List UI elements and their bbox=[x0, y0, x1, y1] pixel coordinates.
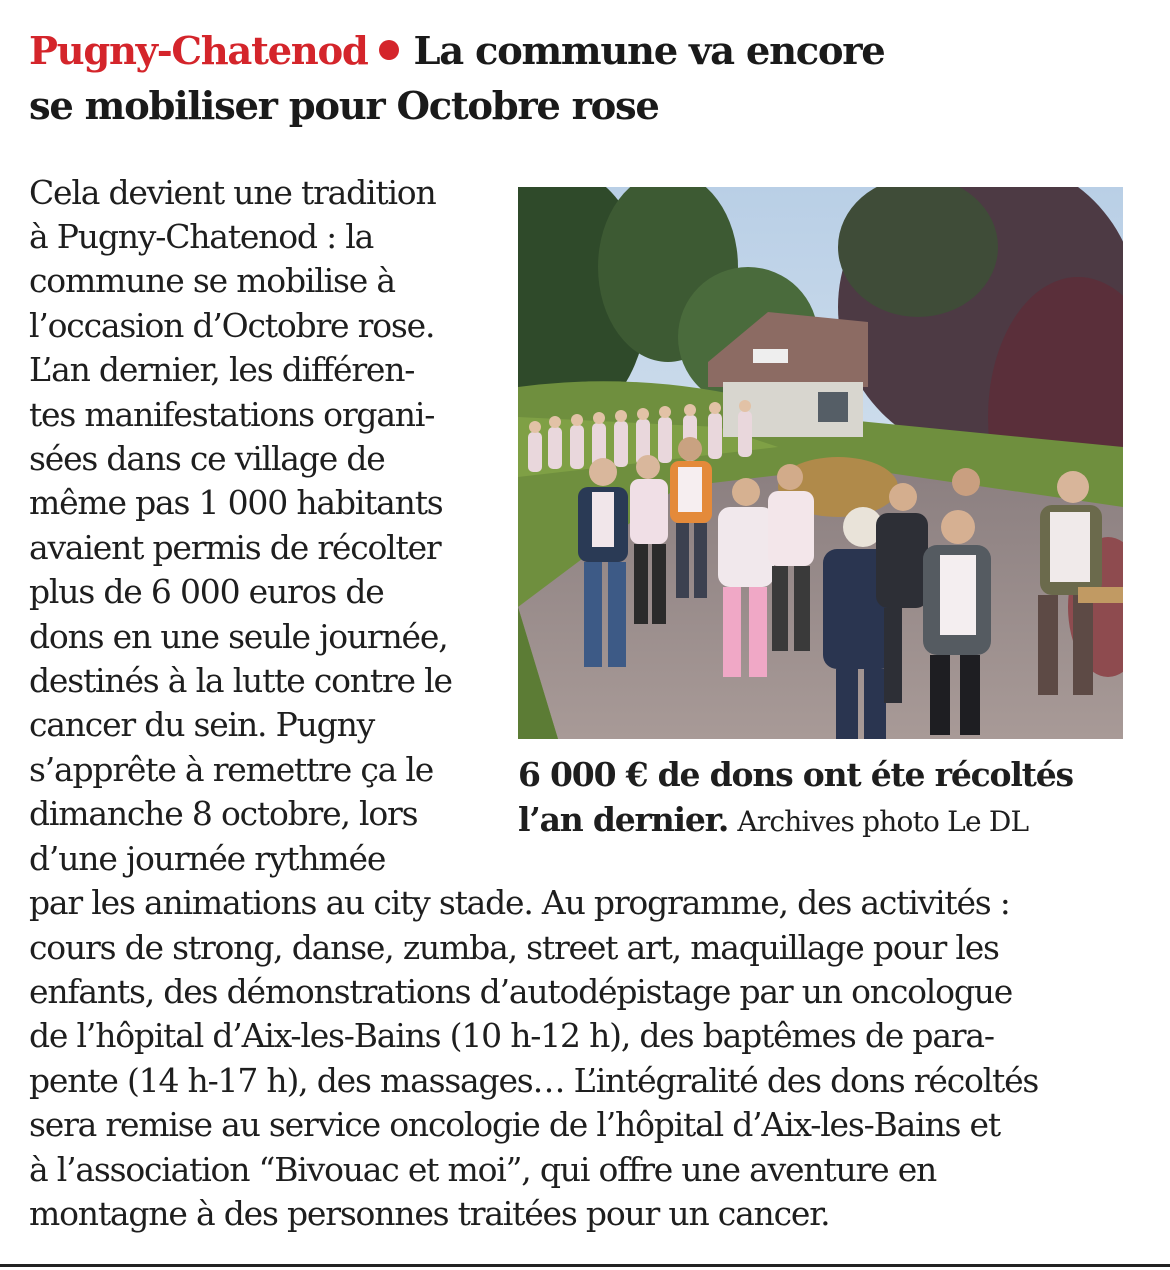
body-line: montagne à des personnes traitées pour un cancer. bbox=[29, 1194, 830, 1233]
body-line: cours de strong, danse, zumba, street art, maquillage pour les bbox=[29, 928, 999, 967]
body-line: à l’association “Bivouac et moi”, qui offre une aventure en bbox=[29, 1150, 937, 1189]
body-line: avaient permis de récolter bbox=[29, 528, 441, 567]
body-line: commune se mobilise à bbox=[29, 261, 395, 300]
body-line: par les animations au city stade. Au programme, des activités : bbox=[29, 883, 1010, 922]
body-line: Cela devient une tradition bbox=[29, 173, 436, 212]
caption-credit: Archives photo Le DL bbox=[737, 805, 1029, 838]
body-line: s’apprête à remettre ça le bbox=[29, 750, 434, 789]
photo-caption bbox=[518, 752, 1158, 844]
headline bbox=[29, 24, 1149, 134]
bullet-dot-icon bbox=[379, 40, 399, 60]
body-line: dons en une seule journée, bbox=[29, 617, 448, 656]
body-line: sera remise au service oncologie de l’hôpital d’Aix-les-Bains et bbox=[29, 1105, 1000, 1144]
body-line: plus de 6 000 euros de bbox=[29, 572, 384, 611]
bottom-divider bbox=[0, 1264, 1170, 1267]
caption-main-line1: 6 000 € de dons ont éte récoltés bbox=[518, 755, 1073, 794]
body-line: L’an dernier, les différen- bbox=[29, 350, 415, 389]
article-photo bbox=[518, 187, 1123, 739]
body-line: cancer du sein. Pugny bbox=[29, 705, 375, 744]
caption-main-line2: l’an dernier. bbox=[518, 800, 729, 839]
body-line: enfants, des démonstrations d’autodépistage par un oncologue bbox=[29, 972, 1013, 1011]
headline-title-line1: La commune va encore bbox=[413, 29, 885, 74]
body-line: sées dans ce village de bbox=[29, 439, 385, 478]
body-line: pente (14 h-17 h), des massages… L’intégralité des dons récoltés bbox=[29, 1061, 1039, 1100]
headline-location: Pugny-Chatenod bbox=[29, 29, 368, 74]
body-line: tes manifestations organi- bbox=[29, 395, 435, 434]
body-line: l’occasion d’Octobre rose. bbox=[29, 306, 435, 345]
body-line: dimanche 8 octobre, lors bbox=[29, 794, 418, 833]
headline-title-line2: se mobiliser pour Octobre rose bbox=[29, 84, 659, 129]
body-line: à Pugny-Chatenod : la bbox=[29, 217, 374, 256]
body-line: destinés à la lutte contre le bbox=[29, 661, 452, 700]
body-line: d’une journée rythmée bbox=[29, 839, 386, 878]
body-line: de l’hôpital d’Aix-les-Bains (10 h-12 h), des baptêmes de para- bbox=[29, 1016, 994, 1055]
body-line: même pas 1 000 habitants bbox=[29, 483, 443, 522]
photo-walkers-image bbox=[518, 187, 1123, 739]
